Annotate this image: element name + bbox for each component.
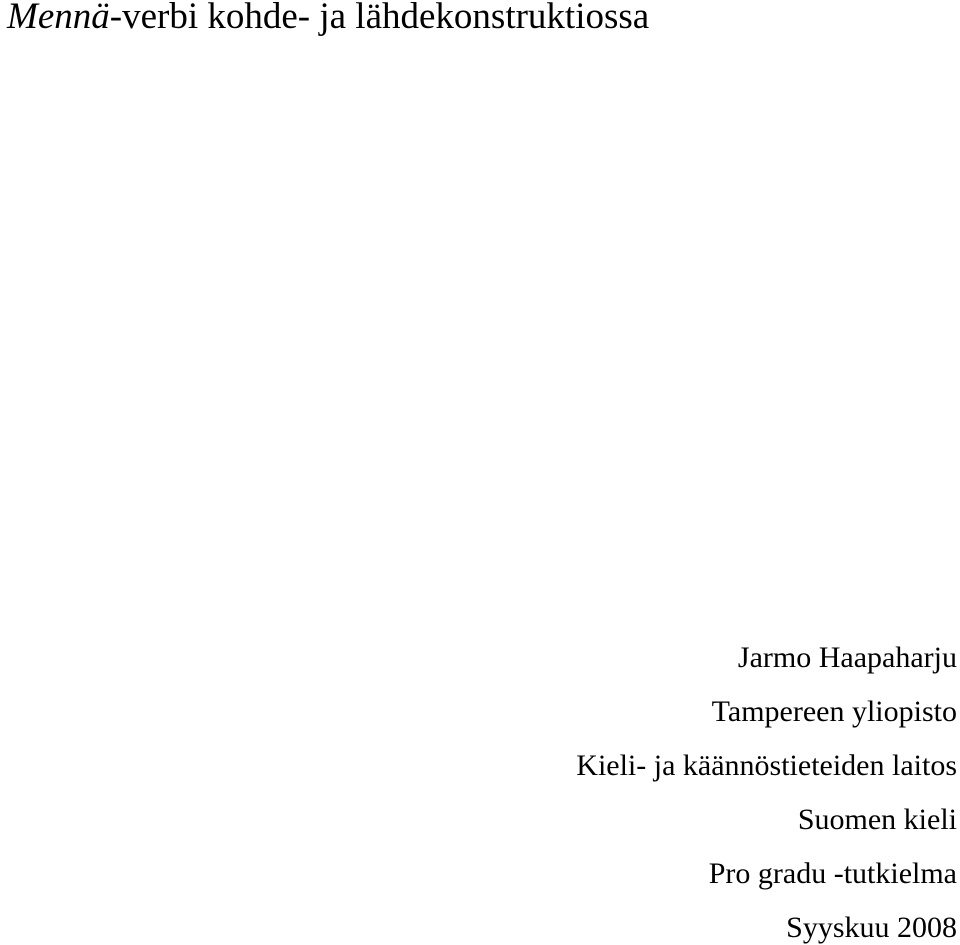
title-italic-word: Mennä (7, 0, 110, 37)
subject-name: Suomen kieli (797, 803, 957, 836)
title-rest: -verbi kohde- ja lähdekonstruktiossa (109, 0, 650, 37)
thesis-date: Syyskuu 2008 (786, 911, 957, 944)
thesis-type: Pro gradu -tutkielma (708, 857, 957, 890)
university-name: Tampereen yliopisto (711, 695, 957, 728)
author-name: Jarmo Haapaharju (737, 641, 957, 674)
document-title (7, 0, 649, 37)
department-name: Kieli- ja käännöstieteiden laitos (576, 749, 957, 782)
